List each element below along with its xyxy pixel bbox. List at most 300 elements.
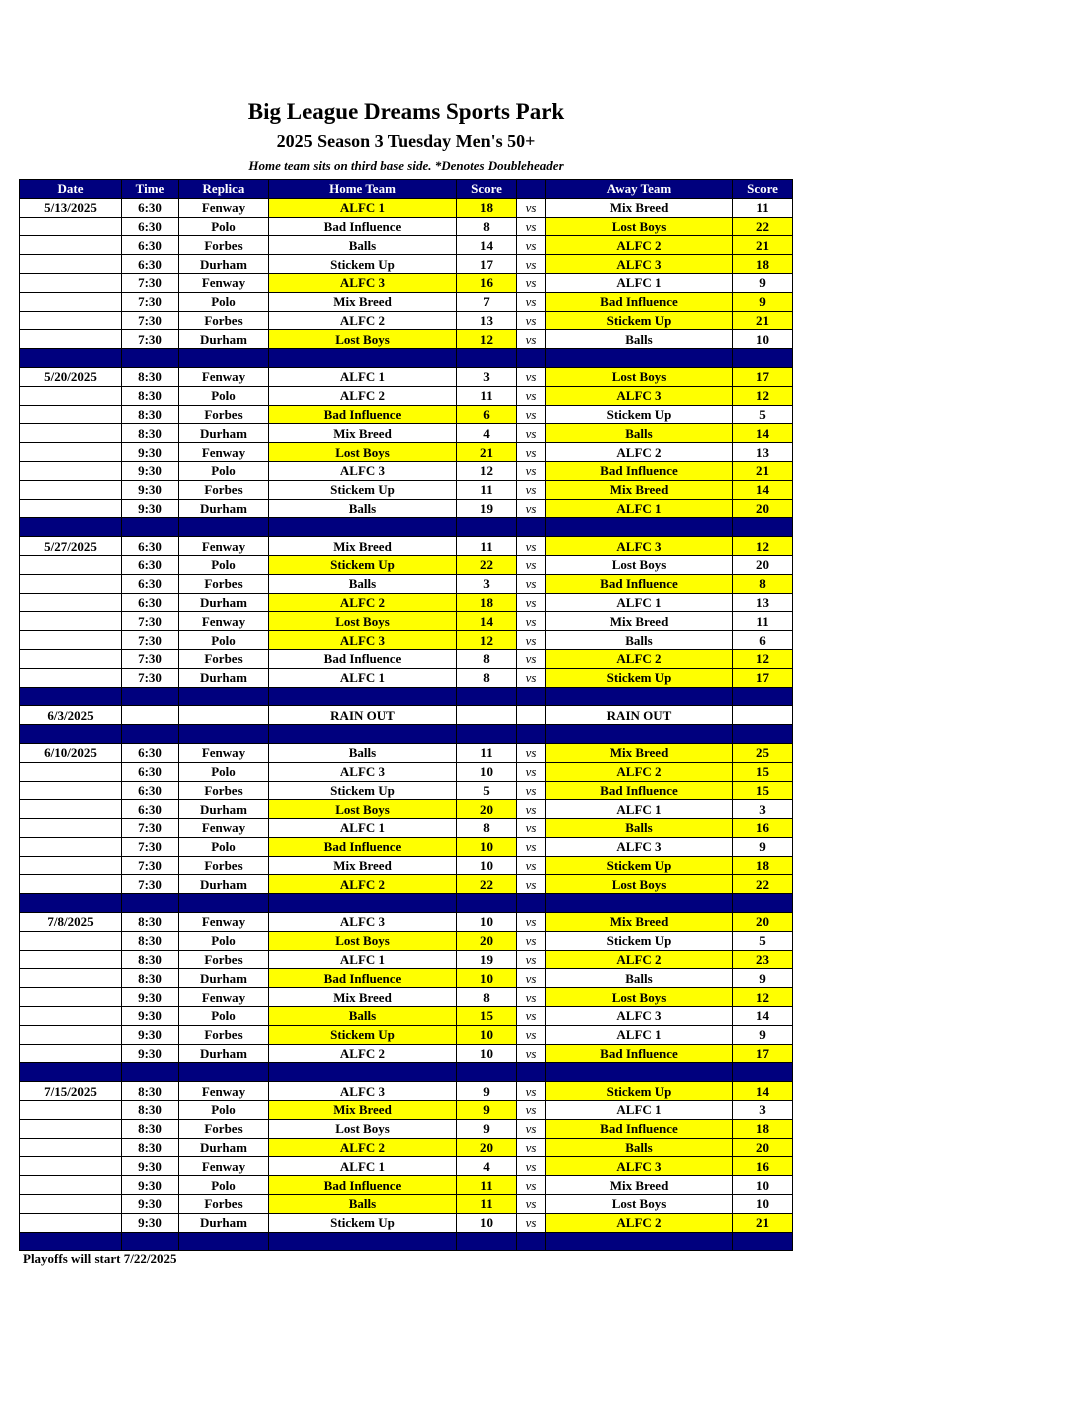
game-field: Forbes (179, 950, 269, 969)
away-score: 23 (733, 950, 793, 969)
game-date (20, 555, 122, 574)
vs-label: vs (517, 1176, 546, 1195)
game-time: 6:30 (122, 198, 179, 217)
game-time: 8:30 (122, 950, 179, 969)
game-row (20, 875, 793, 894)
game-field: Fenway (179, 988, 269, 1007)
home-score: 10 (457, 762, 517, 781)
away-team: ALFC 2 (546, 649, 733, 668)
game-row (20, 800, 793, 819)
vs-label: vs (517, 1025, 546, 1044)
home-team: Lost Boys (269, 1119, 457, 1138)
col-header-home-score: Score (457, 180, 517, 199)
away-team: ALFC 2 (546, 762, 733, 781)
game-time: 7:30 (122, 273, 179, 292)
away-team: ALFC 2 (546, 1213, 733, 1232)
game-row (20, 367, 793, 386)
game-field: Polo (179, 386, 269, 405)
away-team: Lost Boys (546, 1195, 733, 1214)
vs-label: vs (517, 367, 546, 386)
home-score: 12 (457, 330, 517, 349)
game-field: Polo (179, 555, 269, 574)
vs-label: vs (517, 1101, 546, 1120)
separator-cell (733, 894, 793, 913)
game-field: Durham (179, 255, 269, 274)
home-score: 8 (457, 217, 517, 236)
vs-label: vs (517, 593, 546, 612)
separator-cell (733, 1232, 793, 1251)
game-row (20, 1082, 793, 1101)
vs-label: vs (517, 1157, 546, 1176)
vs-label: vs (517, 1082, 546, 1101)
home-team: Lost Boys (269, 800, 457, 819)
game-time: 7:30 (122, 330, 179, 349)
vs-label: vs (517, 1138, 546, 1157)
vs-label: vs (517, 292, 546, 311)
home-score: 17 (457, 255, 517, 274)
home-score: 18 (457, 593, 517, 612)
game-field: Durham (179, 1138, 269, 1157)
game-row (20, 198, 793, 217)
home-team: Mix Breed (269, 292, 457, 311)
home-team: ALFC 2 (269, 875, 457, 894)
game-time: 7:30 (122, 649, 179, 668)
away-team: Stickem Up (546, 668, 733, 687)
away-team: ALFC 2 (546, 443, 733, 462)
away-team: Stickem Up (546, 1082, 733, 1101)
away-score: 12 (733, 988, 793, 1007)
away-team: Lost Boys (546, 217, 733, 236)
game-field: Fenway (179, 743, 269, 762)
game-field: Polo (179, 931, 269, 950)
separator-cell (546, 1232, 733, 1251)
game-field: Fenway (179, 537, 269, 556)
home-score: 4 (457, 1157, 517, 1176)
vs-label: vs (517, 574, 546, 593)
game-time: 6:30 (122, 800, 179, 819)
separator-cell (546, 349, 733, 368)
page-title: Big League Dreams Sports Park (247, 99, 565, 124)
game-row (20, 574, 793, 593)
separator-cell (457, 725, 517, 744)
game-time: 9:30 (122, 443, 179, 462)
home-score: 20 (457, 1138, 517, 1157)
game-field: Polo (179, 1176, 269, 1195)
separator-cell (517, 349, 546, 368)
away-score: 14 (733, 424, 793, 443)
away-team: Stickem Up (546, 856, 733, 875)
separator-cell (546, 894, 733, 913)
away-team: ALFC 3 (546, 386, 733, 405)
game-row (20, 273, 793, 292)
away-team: Mix Breed (546, 612, 733, 631)
away-score: 10 (733, 1195, 793, 1214)
game-time: 7:30 (122, 819, 179, 838)
col-header-replica: Replica (179, 180, 269, 199)
away-team: Mix Breed (546, 480, 733, 499)
away-score: 8 (733, 574, 793, 593)
page-note: Home team sits on third base side. *Denotes Doubleheader (248, 158, 564, 173)
home-team: Bad Influence (269, 837, 457, 856)
game-date (20, 311, 122, 330)
game-time: 8:30 (122, 931, 179, 950)
game-row (20, 1195, 793, 1214)
game-date (20, 931, 122, 950)
home-score: 22 (457, 555, 517, 574)
vs-label: vs (517, 273, 546, 292)
game-date (20, 988, 122, 1007)
away-score: 18 (733, 856, 793, 875)
separator-cell (20, 1063, 122, 1082)
home-team: ALFC 3 (269, 762, 457, 781)
home-score: 14 (457, 612, 517, 631)
away-score: 9 (733, 969, 793, 988)
game-time: 8:30 (122, 424, 179, 443)
away-team: Stickem Up (546, 311, 733, 330)
col-header-away-score: Score (733, 180, 793, 199)
game-date (20, 969, 122, 988)
home-team: Mix Breed (269, 1101, 457, 1120)
separator-cell (179, 1063, 269, 1082)
vs-label: vs (517, 969, 546, 988)
away-score: 9 (733, 273, 793, 292)
game-row (20, 311, 793, 330)
game-field: Durham (179, 800, 269, 819)
away-team: Bad Influence (546, 292, 733, 311)
game-time: 9:30 (122, 1157, 179, 1176)
game-date (20, 217, 122, 236)
home-team: ALFC 2 (269, 386, 457, 405)
separator-cell (122, 349, 179, 368)
separator-cell (122, 687, 179, 706)
vs-label: vs (517, 800, 546, 819)
away-score: 18 (733, 1119, 793, 1138)
home-score: 12 (457, 631, 517, 650)
separator-cell (733, 349, 793, 368)
week-separator (20, 1063, 793, 1082)
home-team: ALFC 3 (269, 273, 457, 292)
home-team: ALFC 1 (269, 198, 457, 217)
game-row (20, 781, 793, 800)
away-score: 20 (733, 913, 793, 932)
game-field: Durham (179, 875, 269, 894)
separator-cell (517, 518, 546, 537)
game-time (122, 706, 179, 725)
vs-label: vs (517, 1119, 546, 1138)
game-field: Polo (179, 762, 269, 781)
away-team: Bad Influence (546, 574, 733, 593)
away-score: 12 (733, 386, 793, 405)
away-score: 20 (733, 1138, 793, 1157)
game-time: 7:30 (122, 875, 179, 894)
away-team: ALFC 2 (546, 950, 733, 969)
vs-label: vs (517, 743, 546, 762)
away-score: 5 (733, 931, 793, 950)
game-date: 7/8/2025 (20, 913, 122, 932)
vs-label: vs (517, 480, 546, 499)
col-header-date: Date (20, 180, 122, 199)
game-time: 7:30 (122, 631, 179, 650)
game-date (20, 649, 122, 668)
game-row (20, 1101, 793, 1120)
game-date (20, 1044, 122, 1063)
separator-cell (122, 1063, 179, 1082)
home-score: 22 (457, 875, 517, 894)
separator-cell (122, 725, 179, 744)
home-team: ALFC 2 (269, 311, 457, 330)
home-score: 10 (457, 913, 517, 932)
home-team: Balls (269, 236, 457, 255)
away-score: 18 (733, 255, 793, 274)
game-date (20, 1025, 122, 1044)
home-score: 9 (457, 1119, 517, 1138)
game-time: 9:30 (122, 988, 179, 1007)
separator-cell (269, 687, 457, 706)
away-team: ALFC 3 (546, 255, 733, 274)
separator-cell (122, 518, 179, 537)
away-team: Bad Influence (546, 781, 733, 800)
separator-cell (179, 1232, 269, 1251)
vs-label: vs (517, 875, 546, 894)
vs-label: vs (517, 386, 546, 405)
away-team: ALFC 3 (546, 837, 733, 856)
game-row (20, 255, 793, 274)
away-score: 10 (733, 1176, 793, 1195)
away-score: 17 (733, 367, 793, 386)
separator-cell (733, 518, 793, 537)
game-time: 6:30 (122, 555, 179, 574)
away-team: ALFC 3 (546, 1007, 733, 1026)
away-score: 3 (733, 800, 793, 819)
away-team: ALFC 1 (546, 1025, 733, 1044)
home-score: 10 (457, 1213, 517, 1232)
game-field: Fenway (179, 1082, 269, 1101)
game-date: 5/13/2025 (20, 198, 122, 217)
away-team: Mix Breed (546, 1176, 733, 1195)
game-field: Polo (179, 837, 269, 856)
away-score: 12 (733, 649, 793, 668)
separator-cell (269, 518, 457, 537)
game-time: 8:30 (122, 1101, 179, 1120)
game-time: 6:30 (122, 593, 179, 612)
game-date (20, 574, 122, 593)
away-team: Lost Boys (546, 875, 733, 894)
game-time: 7:30 (122, 311, 179, 330)
game-field: Polo (179, 461, 269, 480)
game-field: Fenway (179, 273, 269, 292)
home-team: ALFC 3 (269, 1082, 457, 1101)
vs-label: vs (517, 198, 546, 217)
week-separator (20, 349, 793, 368)
home-team: Balls (269, 499, 457, 518)
game-date (20, 480, 122, 499)
game-time: 9:30 (122, 1213, 179, 1232)
home-score: 14 (457, 236, 517, 255)
game-field: Forbes (179, 1119, 269, 1138)
game-date (20, 837, 122, 856)
game-field: Durham (179, 668, 269, 687)
away-score: 3 (733, 1101, 793, 1120)
away-score: 9 (733, 837, 793, 856)
separator-cell (122, 894, 179, 913)
game-time: 7:30 (122, 837, 179, 856)
away-team: Balls (546, 969, 733, 988)
game-date: 5/20/2025 (20, 367, 122, 386)
game-time: 8:30 (122, 405, 179, 424)
schedule-table (19, 179, 793, 1251)
separator-cell (546, 687, 733, 706)
home-score (457, 706, 517, 725)
home-team: Balls (269, 574, 457, 593)
home-score: 21 (457, 443, 517, 462)
game-time: 9:30 (122, 1176, 179, 1195)
away-score: 11 (733, 612, 793, 631)
away-team: ALFC 1 (546, 499, 733, 518)
home-score: 4 (457, 424, 517, 443)
home-team: Lost Boys (269, 443, 457, 462)
vs-label: vs (517, 236, 546, 255)
home-team: ALFC 2 (269, 593, 457, 612)
game-field: Forbes (179, 856, 269, 875)
game-field: Polo (179, 631, 269, 650)
game-row (20, 1138, 793, 1157)
game-time: 8:30 (122, 367, 179, 386)
home-score: 11 (457, 480, 517, 499)
game-row (20, 1176, 793, 1195)
game-row (20, 762, 793, 781)
home-team: ALFC 1 (269, 367, 457, 386)
home-score: 11 (457, 743, 517, 762)
separator-cell (179, 687, 269, 706)
separator-cell (517, 894, 546, 913)
game-row (20, 988, 793, 1007)
home-team: Stickem Up (269, 255, 457, 274)
vs-label: vs (517, 668, 546, 687)
home-score: 20 (457, 800, 517, 819)
game-row (20, 1119, 793, 1138)
away-team: Balls (546, 631, 733, 650)
game-field: Polo (179, 1101, 269, 1120)
home-team: Bad Influence (269, 1176, 457, 1195)
game-row (20, 913, 793, 932)
game-field: Durham (179, 499, 269, 518)
vs-label: vs (517, 461, 546, 480)
separator-cell (457, 518, 517, 537)
vs-label: vs (517, 1007, 546, 1026)
vs-label: vs (517, 1044, 546, 1063)
game-date (20, 612, 122, 631)
home-team: Lost Boys (269, 931, 457, 950)
separator-cell (546, 518, 733, 537)
game-date (20, 875, 122, 894)
home-team: ALFC 3 (269, 913, 457, 932)
game-date: 6/10/2025 (20, 743, 122, 762)
home-team: ALFC 1 (269, 819, 457, 838)
home-score: 8 (457, 668, 517, 687)
game-row (20, 217, 793, 236)
home-score: 6 (457, 405, 517, 424)
separator-cell (457, 687, 517, 706)
home-score: 9 (457, 1082, 517, 1101)
away-score: 16 (733, 819, 793, 838)
away-score: 15 (733, 781, 793, 800)
game-date (20, 593, 122, 612)
game-time: 7:30 (122, 668, 179, 687)
away-score: 13 (733, 593, 793, 612)
game-time: 8:30 (122, 1119, 179, 1138)
game-row (20, 950, 793, 969)
away-team: Balls (546, 819, 733, 838)
game-time: 9:30 (122, 461, 179, 480)
game-row (20, 1213, 793, 1232)
game-time: 6:30 (122, 217, 179, 236)
vs-label: vs (517, 330, 546, 349)
away-score: 21 (733, 311, 793, 330)
game-date (20, 1157, 122, 1176)
game-field: Forbes (179, 1195, 269, 1214)
separator-cell (269, 725, 457, 744)
home-score: 10 (457, 856, 517, 875)
game-time: 8:30 (122, 386, 179, 405)
game-field: Forbes (179, 311, 269, 330)
vs-label: vs (517, 612, 546, 631)
away-score: 11 (733, 198, 793, 217)
home-team: Stickem Up (269, 480, 457, 499)
away-score: 16 (733, 1157, 793, 1176)
game-time: 6:30 (122, 537, 179, 556)
home-team: ALFC 3 (269, 461, 457, 480)
vs-label: vs (517, 762, 546, 781)
game-time: 8:30 (122, 1082, 179, 1101)
home-score: 13 (457, 311, 517, 330)
vs-label: vs (517, 988, 546, 1007)
away-score: 12 (733, 537, 793, 556)
away-score: 21 (733, 1213, 793, 1232)
game-row (20, 499, 793, 518)
game-field: Fenway (179, 913, 269, 932)
separator-cell (269, 894, 457, 913)
game-row (20, 1157, 793, 1176)
vs-label: vs (517, 837, 546, 856)
separator-cell (269, 349, 457, 368)
away-score: 9 (733, 1025, 793, 1044)
game-date (20, 330, 122, 349)
game-row (20, 330, 793, 349)
vs-label: vs (517, 443, 546, 462)
home-team: Bad Influence (269, 405, 457, 424)
game-time: 6:30 (122, 574, 179, 593)
game-row (20, 443, 793, 462)
home-team: Bad Influence (269, 217, 457, 236)
game-row (20, 612, 793, 631)
home-team: Stickem Up (269, 1025, 457, 1044)
home-team: ALFC 1 (269, 1157, 457, 1176)
separator-cell (179, 349, 269, 368)
game-row (20, 386, 793, 405)
game-date (20, 499, 122, 518)
away-score: 5 (733, 405, 793, 424)
schedule-body (20, 198, 793, 1251)
game-date (20, 255, 122, 274)
week-separator (20, 725, 793, 744)
away-score: 14 (733, 1007, 793, 1026)
game-time: 6:30 (122, 743, 179, 762)
home-score: 8 (457, 819, 517, 838)
away-team: Balls (546, 330, 733, 349)
game-row (20, 631, 793, 650)
home-team: Lost Boys (269, 612, 457, 631)
away-score: 20 (733, 555, 793, 574)
